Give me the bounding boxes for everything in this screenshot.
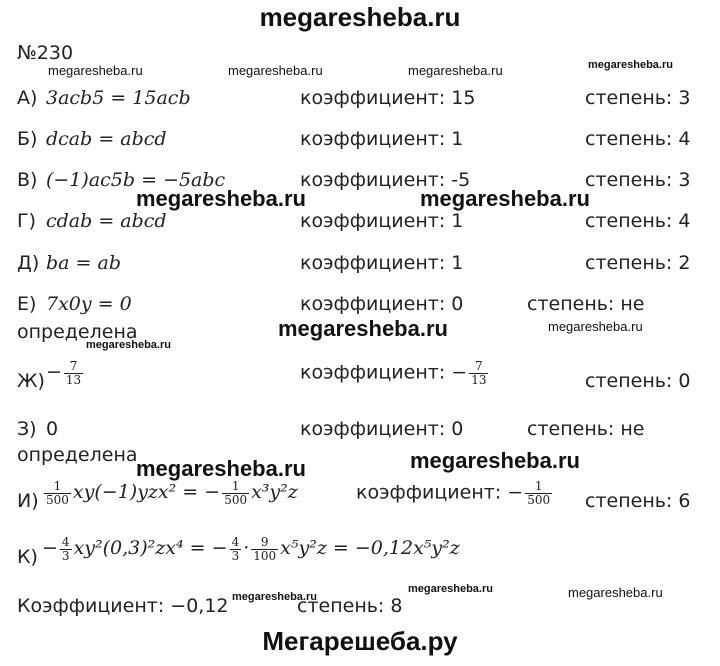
item-coefficient: коэффициент: 0 — [300, 293, 464, 315]
item-label: А) — [17, 87, 38, 109]
minus-sign: − — [42, 537, 58, 560]
item-degree: степень: 4 — [585, 210, 691, 232]
item-degree: степень: не — [527, 293, 645, 315]
item-coefficient: коэффициент: 15 — [300, 87, 476, 109]
expression-part: x³y²z — [251, 481, 298, 504]
fraction — [230, 536, 242, 562]
final-coefficient: Коэффициент: −0,12 — [17, 595, 229, 617]
watermark: megaresheba.ru — [278, 316, 448, 341]
site-title-bottom: Мегарешеба.ру — [262, 626, 458, 656]
item-coefficient — [300, 360, 490, 386]
item-degree: степень: 0 — [585, 370, 691, 392]
item-expression: dcab = abcd — [46, 128, 167, 150]
fraction — [64, 360, 83, 386]
fraction-numerator: 1 — [525, 480, 552, 494]
fraction — [525, 480, 552, 506]
item-expression: 7x0y = 0 — [46, 293, 132, 315]
site-title-top: megaresheba.ru — [259, 2, 461, 32]
task-number: №230 — [17, 42, 74, 64]
item-degree: степень: 3 — [585, 87, 691, 109]
item-expression: (−1)ac5b = −5abc — [46, 169, 226, 191]
watermark: megaresheba.ru — [136, 456, 306, 481]
item-degree: степень: не — [527, 418, 645, 440]
item-degree: степень: 6 — [585, 490, 691, 512]
item-expression: ba = ab — [46, 252, 121, 274]
fraction-denominator: 100 — [253, 548, 277, 563]
watermark: megaresheba.ru — [408, 63, 503, 78]
item-degree-continuation: определена — [17, 444, 138, 466]
coefficient-label: коэффициент: — [356, 481, 502, 504]
final-degree: степень: 8 — [297, 595, 403, 617]
item-expression — [42, 480, 298, 506]
fraction-denominator: 500 — [527, 492, 551, 507]
item-label: Ж) — [17, 370, 45, 392]
item-expression: cdab = abcd — [46, 210, 167, 232]
watermark: megaresheba.ru — [232, 591, 317, 603]
item-expression: 3acb5 = 15acb — [46, 87, 191, 109]
fraction-numerator: 1 — [44, 480, 71, 494]
fraction — [222, 480, 249, 506]
item-coefficient: коэффициент: -5 — [300, 169, 471, 191]
watermark: megaresheba.ru — [48, 63, 143, 78]
item-coefficient: коэффициент: 1 — [300, 128, 464, 150]
fraction-denominator: 13 — [471, 372, 487, 387]
minus-sign: − — [507, 481, 524, 504]
watermark: megaresheba.ru — [410, 448, 580, 473]
item-degree: степень: 2 — [585, 252, 691, 274]
item-degree-continuation: определена — [17, 321, 138, 343]
item-label: Г) — [17, 210, 36, 232]
item-label: Б) — [17, 128, 38, 150]
fraction-denominator: 500 — [46, 492, 69, 507]
item-coefficient: коэффициент: 0 — [300, 418, 464, 440]
item-degree: степень: 4 — [585, 128, 691, 150]
watermark: megaresheba.ru — [420, 186, 590, 211]
watermark: megaresheba.ru — [136, 186, 306, 211]
item-expression — [46, 360, 85, 386]
fraction-numerator: 4 — [231, 535, 240, 549]
expression-part: xy²(0,3)²zx⁴ = − — [73, 537, 228, 560]
watermark: megaresheba.ru — [86, 339, 171, 351]
fraction-numerator: 7 — [64, 360, 83, 374]
watermark: megaresheba.ru — [548, 319, 643, 334]
minus-sign: − — [451, 361, 468, 384]
watermark: megaresheba.ru — [228, 63, 323, 78]
watermark: megaresheba.ru — [568, 585, 663, 600]
item-expression: 0 — [46, 418, 59, 440]
watermark: megaresheba.ru — [588, 59, 673, 71]
minus-sign: − — [46, 361, 62, 384]
item-label: З) — [17, 418, 37, 440]
item-label: В) — [17, 169, 38, 191]
expression-part: xy(−1)yzx² = − — [72, 481, 221, 504]
fraction — [60, 536, 72, 562]
fraction-numerator: 1 — [222, 480, 249, 494]
item-coefficient: коэффициент: 1 — [300, 210, 464, 232]
watermark: megaresheba.ru — [408, 583, 493, 595]
fraction-denominator: 500 — [224, 492, 248, 507]
fraction-numerator: 7 — [469, 360, 488, 374]
fraction — [251, 536, 278, 562]
fraction — [44, 480, 71, 506]
item-label: Е) — [17, 293, 37, 315]
fraction — [469, 360, 488, 386]
fraction-denominator: 13 — [65, 372, 82, 387]
item-coefficient — [356, 480, 554, 506]
item-coefficient: коэффициент: 1 — [300, 252, 464, 274]
item-degree: степень: 3 — [585, 169, 691, 191]
multiplication-dot: · — [243, 537, 250, 560]
fraction-denominator: 3 — [61, 548, 70, 563]
item-label: К) — [17, 546, 38, 568]
fraction-numerator: 4 — [61, 535, 70, 549]
item-label: И) — [17, 490, 39, 512]
item-expression — [42, 536, 460, 562]
fraction-numerator: 9 — [251, 536, 278, 550]
item-label: Д) — [17, 252, 40, 274]
coefficient-label: коэффициент: — [300, 361, 446, 384]
fraction-denominator: 3 — [231, 548, 240, 563]
expression-part: x⁵y²z = −0,12x⁵y²z — [280, 537, 460, 560]
